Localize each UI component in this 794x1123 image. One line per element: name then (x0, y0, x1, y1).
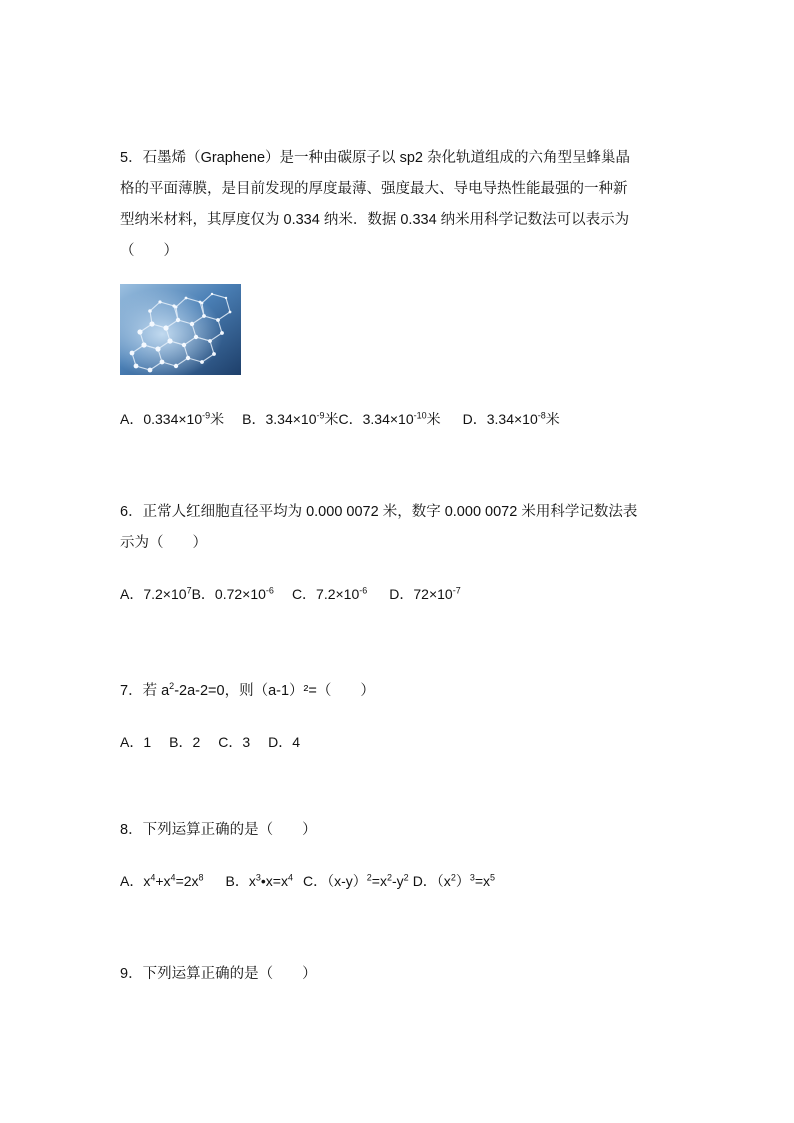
option-b[interactable]: B．$3.34\times 10^{-9}$米 (242, 410, 339, 427)
option-b[interactable]: B．$x^3•x=x^4$ (225, 872, 293, 889)
question-5-line-2: 格的平面薄膜，是目前发现的厚度最薄、强度最大、导电导热性能最强的一种新 (120, 181, 628, 197)
option-a[interactable]: A．1 (120, 734, 152, 750)
question-8-line-1: 8．下列运算正确的是（ ） (120, 822, 317, 838)
graphene-image (120, 284, 241, 375)
question-9-line-1: 9．下列运算正确的是（ ） (120, 966, 317, 982)
option-b[interactable]: B．2 (169, 734, 201, 750)
option-d[interactable]: D．$3.34\times 10^{-8}$米 (462, 410, 560, 427)
question-5-line-3: 型纳米材料，其厚度仅为 0.334 纳米．数据 0.334 纳米用科学记数法可以表示为 (120, 212, 630, 228)
option-a[interactable]: A．$7.2\times 10^7$ (120, 585, 192, 602)
question-7 (120, 676, 680, 707)
question-6-options (120, 584, 720, 604)
question-5-line-4: （ ） (120, 243, 178, 259)
question-8-options (120, 871, 720, 891)
option-b[interactable]: B．$0.72\times 10^{-6}$ (191, 585, 274, 602)
question-5 (120, 143, 680, 267)
question-7-options (120, 732, 720, 752)
option-c[interactable]: C．$3.34\times 10^{-10}$米 (338, 410, 441, 427)
option-d[interactable]: D．$(x^2)^3=x^5$ (412, 872, 496, 889)
question-6-line-1: 6．正常人红细胞直径平均为 0.000 0072 米，数字 0.000 0072 米用科学记数法表 (120, 504, 638, 520)
option-a[interactable]: A．$0.334\times 10^{-9}$米 (120, 410, 225, 427)
option-c[interactable]: C．3 (218, 734, 251, 750)
question-5-line-1: 5．石墨烯（Graphene）是一种由碳原子以 sp2 杂化轨道组成的六角型呈蜂巢晶 (120, 150, 630, 166)
option-d[interactable]: D．$72\times 10^{-7}$ (389, 585, 461, 602)
option-d[interactable]: D．4 (268, 734, 301, 750)
option-a[interactable]: A．$x^4+x^4=2x^8$ (120, 872, 204, 889)
question-9 (120, 959, 680, 990)
question-6 (120, 497, 680, 559)
question-7-line-1: 7．若 $a^2-2a-2=0$，则（a-1）²=（ ） (120, 681, 375, 699)
question-6-line-2: 示为（ ） (120, 535, 207, 551)
option-c[interactable]: C．$(x-y)^2=x^2-y^2$ (303, 872, 409, 889)
option-c[interactable]: C．$7.2\times 10^{-6}$ (291, 585, 368, 602)
question-8 (120, 815, 680, 846)
question-5-options (120, 409, 720, 429)
